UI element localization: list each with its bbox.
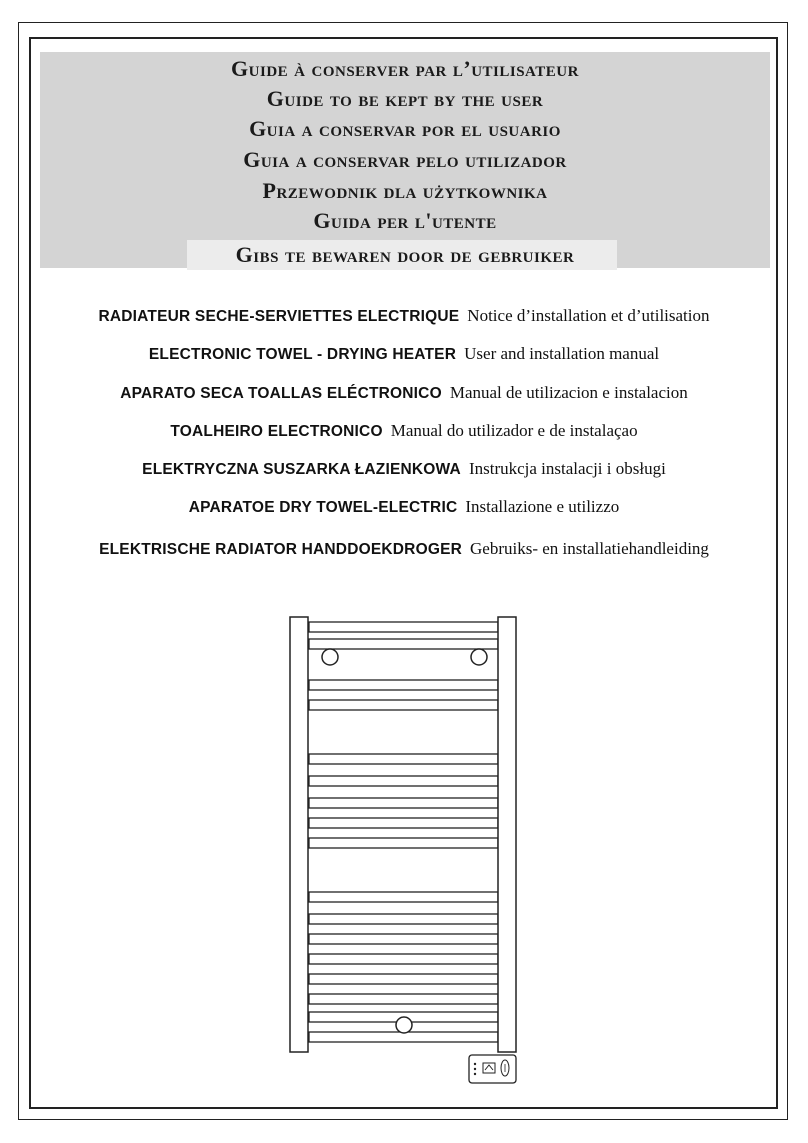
- product-line-pt: [0, 421, 808, 441]
- product-name: RADIATEUR SECHE-SERVIETTES ELECTRIQUE: [98, 308, 460, 325]
- product-desc: Manual do utilizador e de instalaçao: [390, 421, 638, 440]
- product-desc: Installazione e utilizzo: [465, 497, 620, 516]
- radiator-rail: [309, 798, 498, 808]
- product-line-en: [0, 344, 808, 364]
- radiator-rail: [309, 974, 498, 984]
- bottom-knob: [396, 1017, 412, 1033]
- product-line-fr: [0, 306, 808, 326]
- guide-line-es: Guia a conservar por el usuario: [249, 116, 561, 141]
- guide-line-pt: Guia a conservar pelo utilizador: [243, 147, 567, 172]
- product-line-pl: [0, 459, 808, 479]
- product-line-es: [0, 383, 808, 403]
- radiator-rail: [309, 838, 498, 848]
- control-box-icon: [469, 1055, 516, 1083]
- guide-line-fr: Guide à conserver par l’utilisateur: [231, 56, 579, 81]
- towel-radiator-illustration: [285, 612, 525, 1087]
- product-name: ELECTRONIC TOWEL - DRYING HEATER: [148, 346, 457, 363]
- product-desc: Manual de utilizacion e instalacion: [449, 383, 688, 402]
- product-desc: Notice d’installation et d’utilisation: [467, 306, 710, 325]
- radiator-rail: [309, 818, 498, 828]
- guide-line-en: Guide to be kept by the user: [266, 86, 544, 111]
- guide-line-pl: Przewodnik dla użytkownika: [262, 178, 548, 203]
- radiator-rail: [309, 892, 498, 902]
- radiator-rail: [309, 754, 498, 764]
- product-name: APARATOE DRY TOWEL-ELECTRIC: [188, 499, 458, 516]
- left-column: [290, 617, 308, 1052]
- top-right-knob: [471, 649, 487, 665]
- radiator-rail: [309, 639, 498, 649]
- top-left-knob: [322, 649, 338, 665]
- radiator-rail: [309, 934, 498, 944]
- product-desc: Instrukcja instalacji i obsługi: [468, 459, 666, 478]
- product-name: ELEKTRISCHE RADIATOR HANDDOEKDROGER: [99, 541, 463, 558]
- product-line-nl: [0, 539, 808, 559]
- product-desc: User and installation manual: [464, 344, 660, 363]
- radiator-rail: [309, 680, 498, 690]
- radiator-rail: [309, 994, 498, 1004]
- guide-line-it: Guida per l'utente: [313, 208, 497, 233]
- product-desc: Gebruiks- en installatiehandleiding: [470, 539, 709, 558]
- product-line-it: [0, 497, 808, 517]
- radiator-rail: [309, 700, 498, 710]
- product-name: TOALHEIRO ELECTRONICO: [170, 423, 383, 440]
- guide-line-nl: Gibs te bewaren door de gebruiker: [235, 242, 575, 267]
- right-column: [498, 617, 516, 1052]
- radiator-rail: [309, 954, 498, 964]
- radiator-rail: [309, 622, 498, 632]
- product-name: APARATO SECA TOALLAS ELÉCTRONICO: [120, 385, 442, 402]
- towel-radiator-icon: [285, 612, 525, 1087]
- radiator-rail: [309, 776, 498, 786]
- radiator-rail: [309, 914, 498, 924]
- product-name: ELEKTRYCZNA SUSZARKA ŁAZIENKOWA: [142, 461, 461, 478]
